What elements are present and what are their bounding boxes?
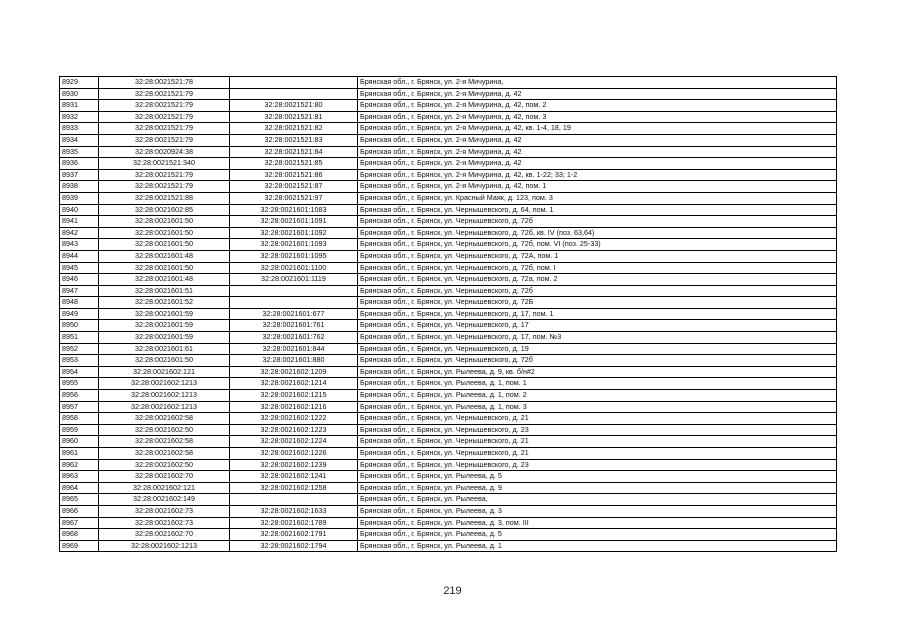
object-number-cell: 32:28:0021601:1095	[230, 250, 358, 262]
row-number-cell: 8934	[60, 134, 99, 146]
row-number-cell: 8937	[60, 169, 99, 181]
parcel-number-cell: 32:28:0021521:340	[99, 158, 230, 170]
table-row	[60, 123, 837, 135]
table-row	[60, 88, 837, 100]
table-row	[60, 436, 837, 448]
table-row	[60, 378, 837, 390]
table-row	[60, 297, 837, 309]
row-number-cell: 8945	[60, 262, 99, 274]
row-number-cell: 8933	[60, 123, 99, 135]
table-row	[60, 239, 837, 251]
address-cell: Брянская обл., г. Брянск, ул. Рылеева, д. 1, пом. 2	[358, 390, 837, 402]
table-row	[60, 285, 837, 297]
parcel-number-cell: 32:28:0021521:79	[99, 169, 230, 181]
parcel-number-cell: 32:28:0021602:58	[99, 448, 230, 460]
row-number-cell: 8969	[60, 540, 99, 552]
address-cell: Брянская обл., г. Брянск, ул. Чернышевского, д. 72б, пом. I	[358, 262, 837, 274]
table-row	[60, 517, 837, 529]
table-row	[60, 424, 837, 436]
address-cell: Брянская обл., г. Брянск, ул. Рылеева, д. 1, пом. 1	[358, 378, 837, 390]
object-number-cell: 32:28:0021521:97	[230, 192, 358, 204]
table-row	[60, 100, 837, 112]
object-number-cell: 32:28:0021521:81	[230, 111, 358, 123]
row-number-cell: 8942	[60, 227, 99, 239]
parcel-number-cell: 32:28:0021602:58	[99, 413, 230, 425]
row-number-cell: 8939	[60, 192, 99, 204]
row-number-cell: 8966	[60, 505, 99, 517]
parcel-number-cell: 32:28:0021521:79	[99, 123, 230, 135]
address-cell: Брянская обл., г. Брянск, ул. 2-я Мичурина, д. 42, пом. 3	[358, 111, 837, 123]
address-cell: Брянская обл., г. Брянск, ул. Чернышевского, д. 72б, кв. IV (поз. 63,64)	[358, 227, 837, 239]
register-table-body	[60, 77, 837, 552]
object-number-cell: 32:28:0021602:1223	[230, 424, 358, 436]
table-row	[60, 111, 837, 123]
parcel-number-cell: 32:28:0021602:50	[99, 424, 230, 436]
row-number-cell: 8957	[60, 401, 99, 413]
address-cell: Брянская обл., г. Брянск, ул. 2-я Мичурина,	[358, 77, 837, 89]
object-number-cell: 32:28:0021602:1794	[230, 540, 358, 552]
row-number-cell: 8968	[60, 529, 99, 541]
table-row	[60, 540, 837, 552]
parcel-number-cell: 32:28:0021602:58	[99, 436, 230, 448]
parcel-number-cell: 32:28:0021602:70	[99, 529, 230, 541]
table-row	[60, 505, 837, 517]
parcel-number-cell: 32:28:0021601:50	[99, 355, 230, 367]
table-row	[60, 459, 837, 471]
address-cell: Брянская обл., г. Брянск, ул. 2-я Мичурина, д. 42	[358, 158, 837, 170]
address-cell: Брянская обл., г. Брянск, ул. Чернышевского, д. 72б	[358, 355, 837, 367]
object-number-cell: 32:28:0021602:1216	[230, 401, 358, 413]
address-cell: Брянская обл., г. Брянск, ул. 2-я Мичурина, д. 42, пом. 2	[358, 100, 837, 112]
address-cell: Брянская обл., г. Брянск, ул. 2-я Мичурина, д. 42	[358, 134, 837, 146]
address-cell: Брянская обл., г. Брянск, ул. 2-я Мичурина, д. 42, кв. 1-22; 33; 1-2	[358, 169, 837, 181]
table-row	[60, 471, 837, 483]
object-number-cell: 32:28:0021601:1093	[230, 239, 358, 251]
parcel-number-cell: 32:28:0021521:88	[99, 192, 230, 204]
address-cell: Брянская обл., г. Брянск, ул. Чернышевского, д. 72Б	[358, 297, 837, 309]
parcel-number-cell: 32:28:0020924:38	[99, 146, 230, 158]
address-cell: Брянская обл., г. Брянск, ул. 2-я Мичурина, д. 42	[358, 88, 837, 100]
table-row	[60, 366, 837, 378]
object-number-cell: 32:28:0021601:880	[230, 355, 358, 367]
address-cell: Брянская обл., г. Брянск, ул. Чернышевского, д. 72б	[358, 216, 837, 228]
parcel-number-cell: 32:28:0021601:50	[99, 216, 230, 228]
row-number-cell: 8967	[60, 517, 99, 529]
row-number-cell: 8943	[60, 239, 99, 251]
table-row	[60, 390, 837, 402]
object-number-cell: 32:28:0021602:1791	[230, 529, 358, 541]
address-cell: Брянская обл., г. Брянск, ул. Рылеева,	[358, 494, 837, 506]
parcel-number-cell: 32:28:0021521:79	[99, 100, 230, 112]
row-number-cell: 8948	[60, 297, 99, 309]
object-number-cell: 32:28:0021601:1092	[230, 227, 358, 239]
row-number-cell: 8947	[60, 285, 99, 297]
object-number-cell: 32:28:0021521:80	[230, 100, 358, 112]
row-number-cell: 8930	[60, 88, 99, 100]
row-number-cell: 8950	[60, 320, 99, 332]
parcel-number-cell: 32:28:0021601:50	[99, 262, 230, 274]
address-cell: Брянская обл., г. Брянск, ул. Чернышевского, д. 21	[358, 448, 837, 460]
table-row	[60, 262, 837, 274]
address-cell: Брянская обл., г. Брянск, ул. Рылеева, д. 5	[358, 471, 837, 483]
table-row	[60, 529, 837, 541]
row-number-cell: 8959	[60, 424, 99, 436]
parcel-number-cell: 32:28:0021602:1213	[99, 401, 230, 413]
object-number-cell: 32:28:0021521:83	[230, 134, 358, 146]
object-number-cell: 32:28:0021601:761	[230, 320, 358, 332]
address-cell: Брянская обл., г. Брянск, ул. Рылеева, д. 3	[358, 505, 837, 517]
table-row	[60, 227, 837, 239]
object-number-cell: 32:28:0021602:1222	[230, 413, 358, 425]
table-row	[60, 169, 837, 181]
table-row	[60, 308, 837, 320]
address-cell: Брянская обл., г. Брянск, ул. Чернышевского, д. 72б	[358, 285, 837, 297]
row-number-cell: 8965	[60, 494, 99, 506]
table-row	[60, 274, 837, 286]
table-row	[60, 355, 837, 367]
table-row	[60, 192, 837, 204]
object-number-cell: 32:28:0021602:1633	[230, 505, 358, 517]
table-row	[60, 320, 837, 332]
object-number-cell: 32:28:0021521:86	[230, 169, 358, 181]
object-number-cell: 32:28:0021601:1119	[230, 274, 358, 286]
row-number-cell: 8958	[60, 413, 99, 425]
address-cell: Брянская обл., г. Брянск, ул. Рылеева, д. 5	[358, 529, 837, 541]
parcel-number-cell: 32:28:0021521:79	[99, 111, 230, 123]
object-number-cell: 32:28:0021521:85	[230, 158, 358, 170]
parcel-number-cell: 32:28:0021601:52	[99, 297, 230, 309]
parcel-number-cell: 32:28:0021521:79	[99, 88, 230, 100]
address-cell: Брянская обл., г. Брянск, ул. Чернышевского, д. 17	[358, 320, 837, 332]
object-number-cell: 32:28:0021602:1215	[230, 390, 358, 402]
address-cell: Брянская обл., г. Брянск, ул. 2-я Мичурина, д. 42	[358, 146, 837, 158]
object-number-cell: 32:28:0021602:1258	[230, 482, 358, 494]
object-number-cell: 32:28:0021601:1091	[230, 216, 358, 228]
table-row	[60, 158, 837, 170]
row-number-cell: 8952	[60, 343, 99, 355]
parcel-number-cell: 32:28:0021602:1213	[99, 390, 230, 402]
object-number-cell	[230, 494, 358, 506]
parcel-number-cell: 32:28:0021602:73	[99, 517, 230, 529]
parcel-number-cell: 32:28:0021602:73	[99, 505, 230, 517]
address-cell: Брянская обл., г. Брянск, ул. Рылеева, д. 1	[358, 540, 837, 552]
address-cell: Брянская обл., г. Брянск, ул. Чернышевского, д. 23	[358, 424, 837, 436]
row-number-cell: 8951	[60, 332, 99, 344]
parcel-number-cell: 32:28:0021521:78	[99, 77, 230, 89]
address-cell: Брянская обл., г. Брянск, ул. Чернышевского, д. 17, пом. №3	[358, 332, 837, 344]
table-row	[60, 181, 837, 193]
table-row	[60, 482, 837, 494]
object-number-cell: 32:28:0021521:82	[230, 123, 358, 135]
object-number-cell: 32:28:0021521:87	[230, 181, 358, 193]
parcel-number-cell: 32:28:0021602:1213	[99, 540, 230, 552]
object-number-cell: 32:28:0021602:1789	[230, 517, 358, 529]
object-number-cell: 32:28:0021602:1239	[230, 459, 358, 471]
table-row	[60, 134, 837, 146]
row-number-cell: 8953	[60, 355, 99, 367]
address-cell: Брянская обл., г. Брянск, ул. Чернышевского, д. 72А, пом. 1	[358, 250, 837, 262]
object-number-cell: 32:28:0021602:1214	[230, 378, 358, 390]
parcel-number-cell: 32:28:0021602:121	[99, 366, 230, 378]
object-number-cell: 32:28:0021601:1100	[230, 262, 358, 274]
table-row	[60, 250, 837, 262]
parcel-number-cell: 32:28:0021602:85	[99, 204, 230, 216]
table-row	[60, 216, 837, 228]
address-cell: Брянская обл., г. Брянск, ул. Чернышевского, д. 23	[358, 459, 837, 471]
object-number-cell: 32:28:0021602:1226	[230, 448, 358, 460]
parcel-number-cell: 32:28:0021602:70	[99, 471, 230, 483]
object-number-cell: 32:28:0021601:677	[230, 308, 358, 320]
object-number-cell: 32:28:0021521:84	[230, 146, 358, 158]
address-cell: Брянская обл., г. Брянск, ул. 2-я Мичурина, д. 42, пом. 1	[358, 181, 837, 193]
object-number-cell: 32:28:0021601:1083	[230, 204, 358, 216]
row-number-cell: 8955	[60, 378, 99, 390]
parcel-number-cell: 32:28:0021601:59	[99, 308, 230, 320]
table-row	[60, 448, 837, 460]
row-number-cell: 8961	[60, 448, 99, 460]
row-number-cell: 8946	[60, 274, 99, 286]
table-row	[60, 343, 837, 355]
parcel-number-cell: 32:28:0021601:50	[99, 239, 230, 251]
row-number-cell: 8962	[60, 459, 99, 471]
parcel-number-cell: 32:28:0021602:50	[99, 459, 230, 471]
parcel-number-cell: 32:28:0021601:59	[99, 332, 230, 344]
row-number-cell: 8936	[60, 158, 99, 170]
parcel-number-cell: 32:28:0021601:61	[99, 343, 230, 355]
address-cell: Брянская обл., г. Брянск, ул. Рылеева, д. 3, пом. III	[358, 517, 837, 529]
object-number-cell: 32:28:0021602:1241	[230, 471, 358, 483]
row-number-cell: 8960	[60, 436, 99, 448]
parcel-number-cell: 32:28:0021521:79	[99, 181, 230, 193]
object-number-cell: 32:28:0021602:1224	[230, 436, 358, 448]
parcel-number-cell: 32:28:0021601:51	[99, 285, 230, 297]
cadastral-register-table	[59, 76, 837, 552]
table-row	[60, 413, 837, 425]
page-number: 219	[443, 585, 462, 597]
address-cell: Брянская обл., г. Брянск, ул. 2-я Мичурина, д. 42, кв. 1-4, 18, 19	[358, 123, 837, 135]
table-row	[60, 146, 837, 158]
row-number-cell: 8963	[60, 471, 99, 483]
parcel-number-cell: 32:28:0021601:48	[99, 250, 230, 262]
row-number-cell: 8935	[60, 146, 99, 158]
row-number-cell: 8932	[60, 111, 99, 123]
parcel-number-cell: 32:28:0021602:149	[99, 494, 230, 506]
row-number-cell: 8938	[60, 181, 99, 193]
row-number-cell: 8929	[60, 77, 99, 89]
object-number-cell: 32:28:0021601:762	[230, 332, 358, 344]
table-row	[60, 494, 837, 506]
address-cell: Брянская обл., г. Брянск, ул. Красный Маяк, д. 123, пом. 3	[358, 192, 837, 204]
parcel-number-cell: 32:28:0021521:79	[99, 134, 230, 146]
parcel-number-cell: 32:28:0021601:50	[99, 227, 230, 239]
object-number-cell	[230, 77, 358, 89]
row-number-cell: 8940	[60, 204, 99, 216]
object-number-cell	[230, 297, 358, 309]
object-number-cell: 32:28:0021602:1209	[230, 366, 358, 378]
address-cell: Брянская обл., г. Брянск, ул. Рылеева, д. 1, пом. 3	[358, 401, 837, 413]
object-number-cell	[230, 285, 358, 297]
address-cell: Брянская обл., г. Брянск, ул. Рылеева, д. 9, кв. б/н#2	[358, 366, 837, 378]
parcel-number-cell: 32:28:0021602:121	[99, 482, 230, 494]
row-number-cell: 8941	[60, 216, 99, 228]
address-cell: Брянская обл., г. Брянск, ул. Чернышевского, д. 21	[358, 413, 837, 425]
object-number-cell	[230, 88, 358, 100]
address-cell: Брянская обл., г. Брянск, ул. Чернышевского, д. 72б, пом. VI (поз. 25-33)	[358, 239, 837, 251]
table-row	[60, 332, 837, 344]
address-cell: Брянская обл., г. Брянск, ул. Чернышевского, д. 72а, пом. 2	[358, 274, 837, 286]
table-row	[60, 401, 837, 413]
row-number-cell: 8931	[60, 100, 99, 112]
table-row	[60, 77, 837, 89]
address-cell: Брянская обл., г. Брянск, ул. Чернышевского, д. 64, пом. 1	[358, 204, 837, 216]
row-number-cell: 8956	[60, 390, 99, 402]
row-number-cell: 8949	[60, 308, 99, 320]
row-number-cell: 8964	[60, 482, 99, 494]
row-number-cell: 8954	[60, 366, 99, 378]
address-cell: Брянская обл., г. Брянск, ул. Чернышевского, д. 17, пом. 1	[358, 308, 837, 320]
address-cell: Брянская обл., г. Брянск, ул. Чернышевского, д. 21	[358, 436, 837, 448]
address-cell: Брянская обл., г. Брянск, ул. Чернышевского, д. 19	[358, 343, 837, 355]
parcel-number-cell: 32:28:0021601:59	[99, 320, 230, 332]
row-number-cell: 8944	[60, 250, 99, 262]
object-number-cell: 32:28:0021601:844	[230, 343, 358, 355]
address-cell: Брянская обл., г. Брянск, ул. Рылеева, д. 9	[358, 482, 837, 494]
parcel-number-cell: 32:28:0021601:48	[99, 274, 230, 286]
table-row	[60, 204, 837, 216]
parcel-number-cell: 32:28:0021602:1213	[99, 378, 230, 390]
